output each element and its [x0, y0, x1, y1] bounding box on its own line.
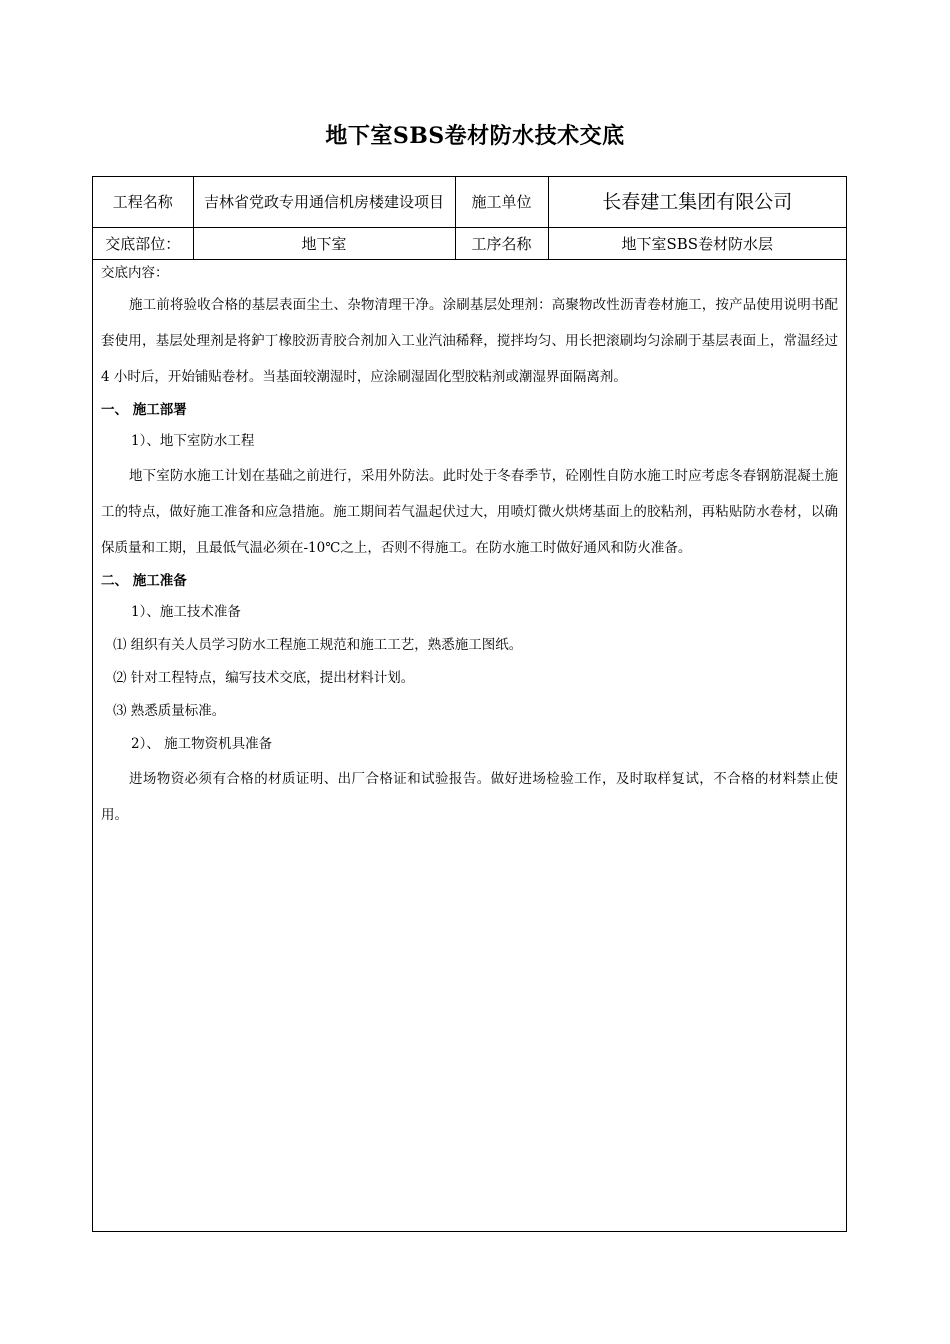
project-name-label: 工程名称 [93, 177, 193, 228]
project-name-value: 吉林省党政专用通信机房楼建设项目 [193, 177, 455, 228]
handover-part-label: 交底部位： [93, 228, 193, 260]
list-item: ⑶ 熟悉质量标准。 [113, 703, 226, 719]
subheading-technical-preparation: 1）、施工技术准备 [131, 604, 241, 620]
header-row-part [93, 228, 846, 260]
header-row-project [93, 177, 846, 228]
deployment-paragraph: 地下室防水施工计划在基础之前进行，采用外防法。此时处于冬春季节，砼刚性自防水施工时应考虑冬春钢筋混凝土施工的特点，做好施工准备和应急措施。施工期间若气温起伏过大，用喷灯微火烘烤基面上的胶粘剂，再粘贴防水卷材，以确保质量和工期，且最低气温必须在-10℃之上，否则不得施工。在防水施工时做好通风和防火准备。 [101, 468, 838, 556]
content-label: 交底内容： [101, 265, 169, 281]
section-heading-deployment: 一、 施工部署 [101, 402, 187, 418]
header-table [93, 177, 846, 260]
materials-paragraph: 进场物资必须有合格的材质证明、出厂合格证和试验报告。做好进场检验工作，及时取样复试，不合格的材料禁止使用。 [101, 771, 838, 823]
list-item: ⑴ 组织有关人员学习防水工程施工规范和施工工艺，熟悉施工图纸。 [113, 637, 523, 653]
handover-form [92, 176, 847, 1232]
process-name-value: 地下室SBS卷材防水层 [548, 228, 846, 260]
subheading-materials-preparation: 2）、 施工物资机具准备 [131, 736, 273, 752]
list-item: ⑵ 针对工程特点，编写技术交底，提出材料计划。 [113, 670, 415, 686]
construction-unit-value: 长春建工集团有限公司 [548, 177, 846, 228]
handover-content [93, 261, 846, 833]
section-heading-preparation: 二、 施工准备 [101, 573, 187, 589]
construction-unit-label: 施工单位 [455, 177, 548, 228]
handover-part-value: 地下室 [193, 228, 455, 260]
document-title: 地下室SBS卷材防水技术交底 [325, 123, 625, 149]
intro-paragraph: 施工前将验收合格的基层表面尘土、杂物清理干净。涂刷基层处理剂：高聚物改性沥青卷材施工，按产品使用说明书配套使用，基层处理剂是将鈩丁橡胶沥青胶合剂加入工业汽油稀释，搅拌均匀、用长把滚刷均匀涂刷于基层表面上，常温经过 4 小时后，开始铺贴卷材。当基面较潮湿时，应涂刷湿固化型胶粘剂或潮湿界面隔离剂。 [101, 297, 838, 385]
subheading-basement-waterproofing: 1）、地下室防水工程 [131, 433, 255, 449]
process-name-label: 工序名称 [455, 228, 548, 260]
